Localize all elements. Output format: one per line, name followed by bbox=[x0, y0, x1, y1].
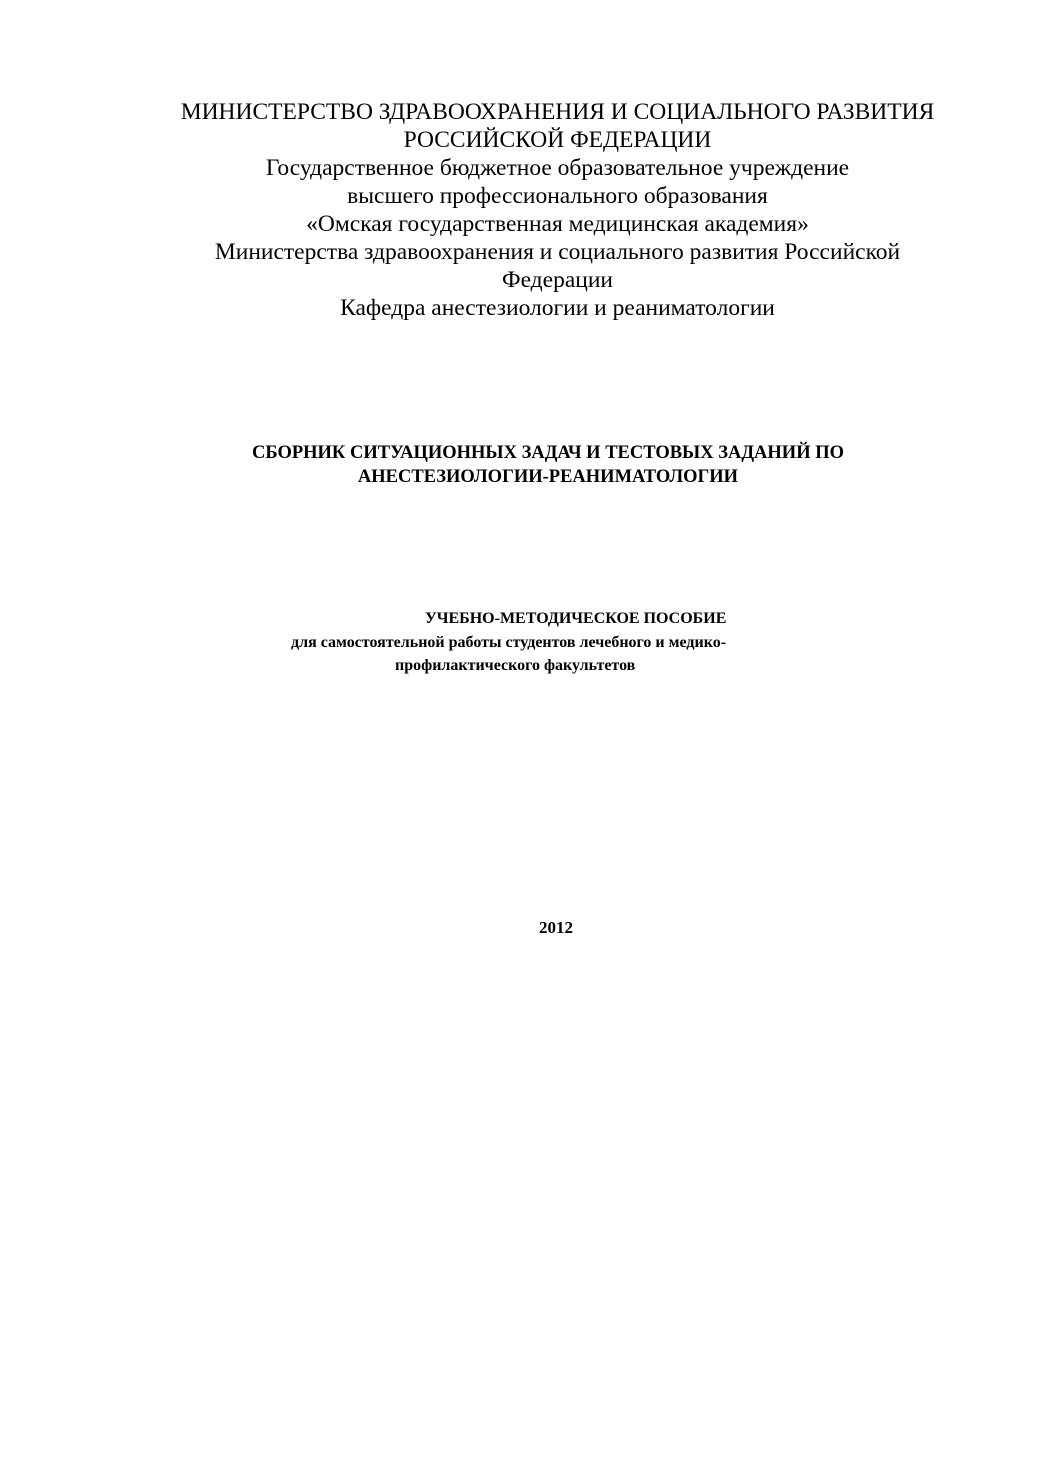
academy-name-line: «Омская государственная медицинская академия» bbox=[306, 211, 809, 237]
ministry-affiliation-line-2: Федерации bbox=[502, 267, 613, 293]
subtitle-line-2: для самостоятельной работы студентов лечебного и медико- bbox=[291, 633, 727, 651]
ministry-affiliation-line-1: Министерства здравоохранения и социального развития Российской bbox=[214, 239, 901, 265]
title-line-2: АНЕСТЕЗИОЛОГИИ-РЕАНИМАТОЛОГИИ bbox=[357, 467, 739, 487]
title-line-1: СБОРНИК СИТУАЦИОННЫХ ЗАДАЧ И ТЕСТОВЫХ ЗАДАНИЙ ПО bbox=[252, 443, 844, 463]
institution-header bbox=[60, 98, 1039, 322]
subtitle-line-3: профилактического факультетов bbox=[395, 657, 636, 674]
education-level-line: высшего профессионального образования bbox=[347, 183, 768, 209]
ministry-line-2: РОССИЙСКОЙ ФЕДЕРАЦИИ bbox=[403, 127, 712, 153]
subtitle-line-1: УЧЕБНО-МЕТОДИЧЕСКОЕ ПОСОБИЕ bbox=[425, 610, 727, 627]
publication-year: 2012 bbox=[539, 918, 573, 937]
document-subtitle bbox=[0, 607, 1039, 678]
ministry-line-1: МИНИСТЕРСТВО ЗДРАВООХРАНЕНИЯ И СОЦИАЛЬНОГО РАЗВИТИЯ bbox=[180, 99, 935, 125]
document-title bbox=[48, 441, 1039, 489]
department-line: Кафедра анестезиологии и реаниматологии bbox=[340, 295, 775, 321]
institution-type-line: Государственное бюджетное образовательное учреждение bbox=[265, 155, 850, 181]
